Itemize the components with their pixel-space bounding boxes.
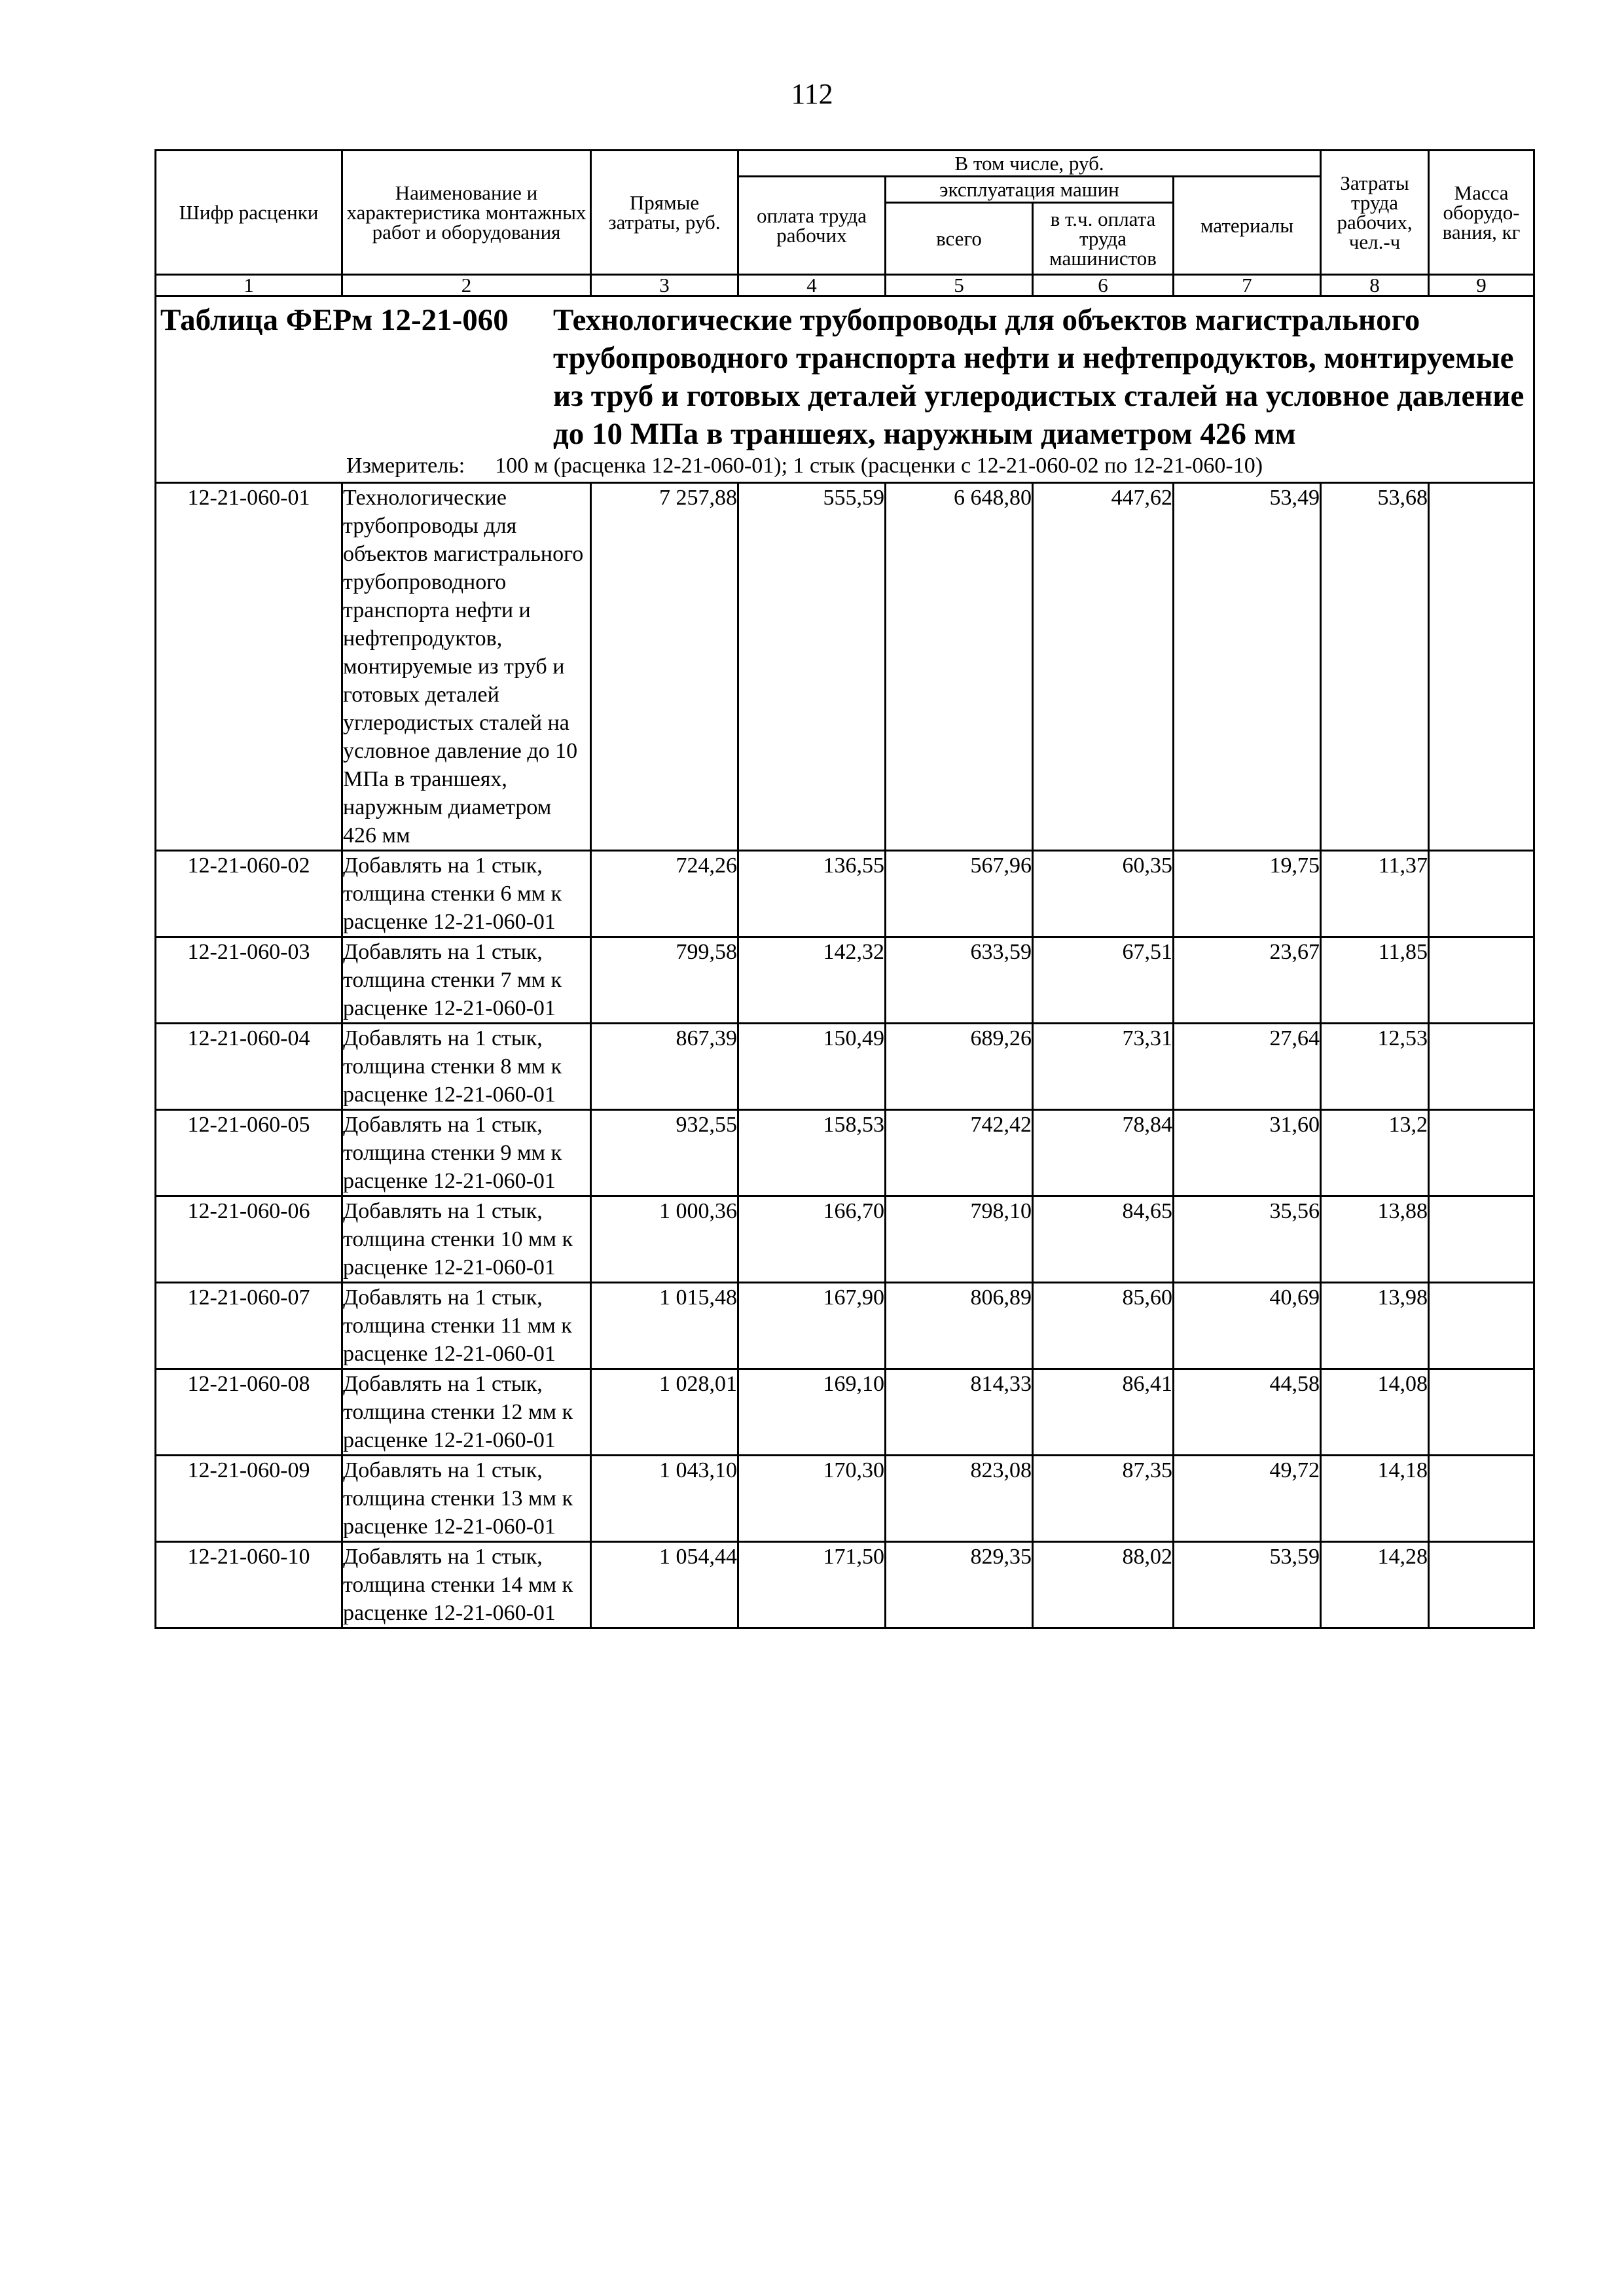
col-number: 8 (1321, 275, 1429, 296)
table-row (156, 1196, 1534, 1283)
table-row (156, 1110, 1534, 1196)
header-machines: эксплуатация машин (886, 177, 1174, 203)
row-mass (1429, 1196, 1534, 1283)
row-code: 12-21-060-09 (156, 1456, 342, 1542)
row-direct-cost: 1 054,44 (591, 1542, 738, 1628)
row-direct-cost: 1 000,36 (591, 1196, 738, 1283)
col-number: 7 (1174, 275, 1321, 296)
row-labor: 13,2 (1321, 1110, 1429, 1196)
col-number: 5 (886, 275, 1033, 296)
header-machinists: в т.ч. оплата труда машинистов (1033, 203, 1174, 275)
row-materials: 53,49 (1174, 483, 1321, 851)
row-machinists-wages: 447,62 (1033, 483, 1174, 851)
header-incl: В том числе, руб. (738, 151, 1321, 177)
row-direct-cost: 932,55 (591, 1110, 738, 1196)
row-mass (1429, 1110, 1534, 1196)
row-direct-cost: 724,26 (591, 851, 738, 937)
row-code: 12-21-060-04 (156, 1024, 342, 1110)
row-name: Добавлять на 1 стык, толщина стенки 12 мм к расценке 12-21-060-01 (342, 1369, 591, 1456)
row-materials: 44,58 (1174, 1369, 1321, 1456)
row-code: 12-21-060-06 (156, 1196, 342, 1283)
row-machines-total: 806,89 (886, 1283, 1033, 1369)
measure-label: Измеритель: (346, 454, 465, 478)
row-direct-cost: 1 028,01 (591, 1369, 738, 1456)
row-code: 12-21-060-02 (156, 851, 342, 937)
row-machines-total: 633,59 (886, 937, 1033, 1024)
row-wages: 142,32 (738, 937, 886, 1024)
row-materials: 27,64 (1174, 1024, 1321, 1110)
row-machinists-wages: 88,02 (1033, 1542, 1174, 1628)
row-mass (1429, 1456, 1534, 1542)
row-mass (1429, 483, 1534, 851)
rates-table (154, 149, 1535, 1629)
row-code: 12-21-060-01 (156, 483, 342, 851)
row-code: 12-21-060-10 (156, 1542, 342, 1628)
row-wages: 166,70 (738, 1196, 886, 1283)
row-labor: 13,88 (1321, 1196, 1429, 1283)
row-name: Добавлять на 1 стык, толщина стенки 13 мм к расценке 12-21-060-01 (342, 1456, 591, 1542)
row-materials: 40,69 (1174, 1283, 1321, 1369)
row-machinists-wages: 78,84 (1033, 1110, 1174, 1196)
table-row (156, 1024, 1534, 1110)
row-materials: 49,72 (1174, 1456, 1321, 1542)
row-labor: 11,37 (1321, 851, 1429, 937)
row-name: Добавлять на 1 стык, толщина стенки 14 мм к расценке 12-21-060-01 (342, 1542, 591, 1628)
row-name: Добавлять на 1 стык, толщина стенки 6 мм к расценке 12-21-060-01 (342, 851, 591, 937)
row-materials: 31,60 (1174, 1110, 1321, 1196)
row-mass (1429, 1283, 1534, 1369)
row-direct-cost: 1 015,48 (591, 1283, 738, 1369)
row-name: Технологические трубопроводы для объектов магистрального трубопроводного транспорта нефти и нефтепродуктов, монтируемые из труб и готовых деталей углеродистых сталей на условное давление до 10 МПа в траншеях, наружным диаметром 426 мм (342, 483, 591, 851)
row-wages: 555,59 (738, 483, 886, 851)
row-direct-cost: 799,58 (591, 937, 738, 1024)
table-row (156, 1283, 1534, 1369)
row-name: Добавлять на 1 стык, толщина стенки 7 мм к расценке 12-21-060-01 (342, 937, 591, 1024)
row-machines-total: 798,10 (886, 1196, 1033, 1283)
row-materials: 35,56 (1174, 1196, 1321, 1283)
row-wages: 170,30 (738, 1456, 886, 1542)
row-labor: 14,28 (1321, 1542, 1429, 1628)
header-direct: Прямые затраты, руб. (591, 151, 738, 275)
table-row (156, 1456, 1534, 1542)
header-labor: Затраты труда рабочих, чел.-ч (1321, 151, 1429, 275)
measure-line (156, 453, 1533, 482)
header-wages: оплата труда рабочих (738, 177, 886, 275)
measure-value: 100 м (расценка 12-21-060-01); 1 стык (расценки с 12-21-060-02 по 12-21-060-10) (495, 454, 1263, 478)
row-mass (1429, 1024, 1534, 1110)
row-labor: 12,53 (1321, 1024, 1429, 1110)
row-direct-cost: 7 257,88 (591, 483, 738, 851)
row-labor: 14,18 (1321, 1456, 1429, 1542)
header-mass: Масса оборудо-вания, кг (1429, 151, 1534, 275)
table-title-text: Технологические трубопроводы для объектов магистрального трубопроводного транспорта нефти и нефтепродуктов, монтируемые из труб и готовых деталей углеродистых сталей на условное давление до 10 МПа в траншеях, наружным диаметром 426 мм (553, 303, 1525, 451)
row-labor: 11,85 (1321, 937, 1429, 1024)
row-machines-total: 6 648,80 (886, 483, 1033, 851)
row-machines-total: 742,42 (886, 1110, 1033, 1196)
row-machines-total: 689,26 (886, 1024, 1033, 1110)
row-labor: 53,68 (1321, 483, 1429, 851)
table-title-label: Таблица ФЕРм 12-21-060 (160, 303, 509, 337)
row-wages: 136,55 (738, 851, 886, 937)
row-labor: 13,98 (1321, 1283, 1429, 1369)
row-machinists-wages: 67,51 (1033, 937, 1174, 1024)
row-machinists-wages: 73,31 (1033, 1024, 1174, 1110)
row-materials: 19,75 (1174, 851, 1321, 937)
row-machinists-wages: 60,35 (1033, 851, 1174, 937)
table-row (156, 851, 1534, 937)
row-mass (1429, 937, 1534, 1024)
row-wages: 171,50 (738, 1542, 886, 1628)
row-mass (1429, 1369, 1534, 1456)
table-title-block (156, 296, 1534, 483)
col-number: 4 (738, 275, 886, 296)
row-materials: 53,59 (1174, 1542, 1321, 1628)
table-row (156, 483, 1534, 851)
row-machines-total: 829,35 (886, 1542, 1033, 1628)
row-machines-total: 567,96 (886, 851, 1033, 937)
row-name: Добавлять на 1 стык, толщина стенки 9 мм к расценке 12-21-060-01 (342, 1110, 591, 1196)
row-machinists-wages: 85,60 (1033, 1283, 1174, 1369)
header-code: Шифр расценки (156, 151, 342, 275)
row-code: 12-21-060-05 (156, 1110, 342, 1196)
col-number: 2 (342, 275, 591, 296)
row-code: 12-21-060-03 (156, 937, 342, 1024)
row-wages: 158,53 (738, 1110, 886, 1196)
row-mass (1429, 851, 1534, 937)
row-materials: 23,67 (1174, 937, 1321, 1024)
row-machinists-wages: 84,65 (1033, 1196, 1174, 1283)
row-labor: 14,08 (1321, 1369, 1429, 1456)
table-row (156, 1542, 1534, 1628)
row-machines-total: 814,33 (886, 1369, 1033, 1456)
row-wages: 167,90 (738, 1283, 886, 1369)
row-wages: 150,49 (738, 1024, 886, 1110)
row-direct-cost: 867,39 (591, 1024, 738, 1110)
row-wages: 169,10 (738, 1369, 886, 1456)
row-mass (1429, 1542, 1534, 1628)
page-number: 112 (791, 78, 833, 110)
row-name: Добавлять на 1 стык, толщина стенки 10 мм к расценке 12-21-060-01 (342, 1196, 591, 1283)
row-code: 12-21-060-08 (156, 1369, 342, 1456)
row-direct-cost: 1 043,10 (591, 1456, 738, 1542)
row-name: Добавлять на 1 стык, толщина стенки 8 мм к расценке 12-21-060-01 (342, 1024, 591, 1110)
header-materials: материалы (1174, 177, 1321, 275)
header-machines-total: всего (886, 203, 1033, 275)
header-name: Наименование и характеристика монтажных работ и оборудования (342, 151, 591, 275)
col-number: 1 (156, 275, 342, 296)
table-row (156, 1369, 1534, 1456)
row-machinists-wages: 87,35 (1033, 1456, 1174, 1542)
col-number: 6 (1033, 275, 1174, 296)
table-row (156, 937, 1534, 1024)
col-number: 9 (1429, 275, 1534, 296)
row-code: 12-21-060-07 (156, 1283, 342, 1369)
row-machinists-wages: 86,41 (1033, 1369, 1174, 1456)
row-machines-total: 823,08 (886, 1456, 1033, 1542)
col-number: 3 (591, 275, 738, 296)
row-name: Добавлять на 1 стык, толщина стенки 11 мм к расценке 12-21-060-01 (342, 1283, 591, 1369)
